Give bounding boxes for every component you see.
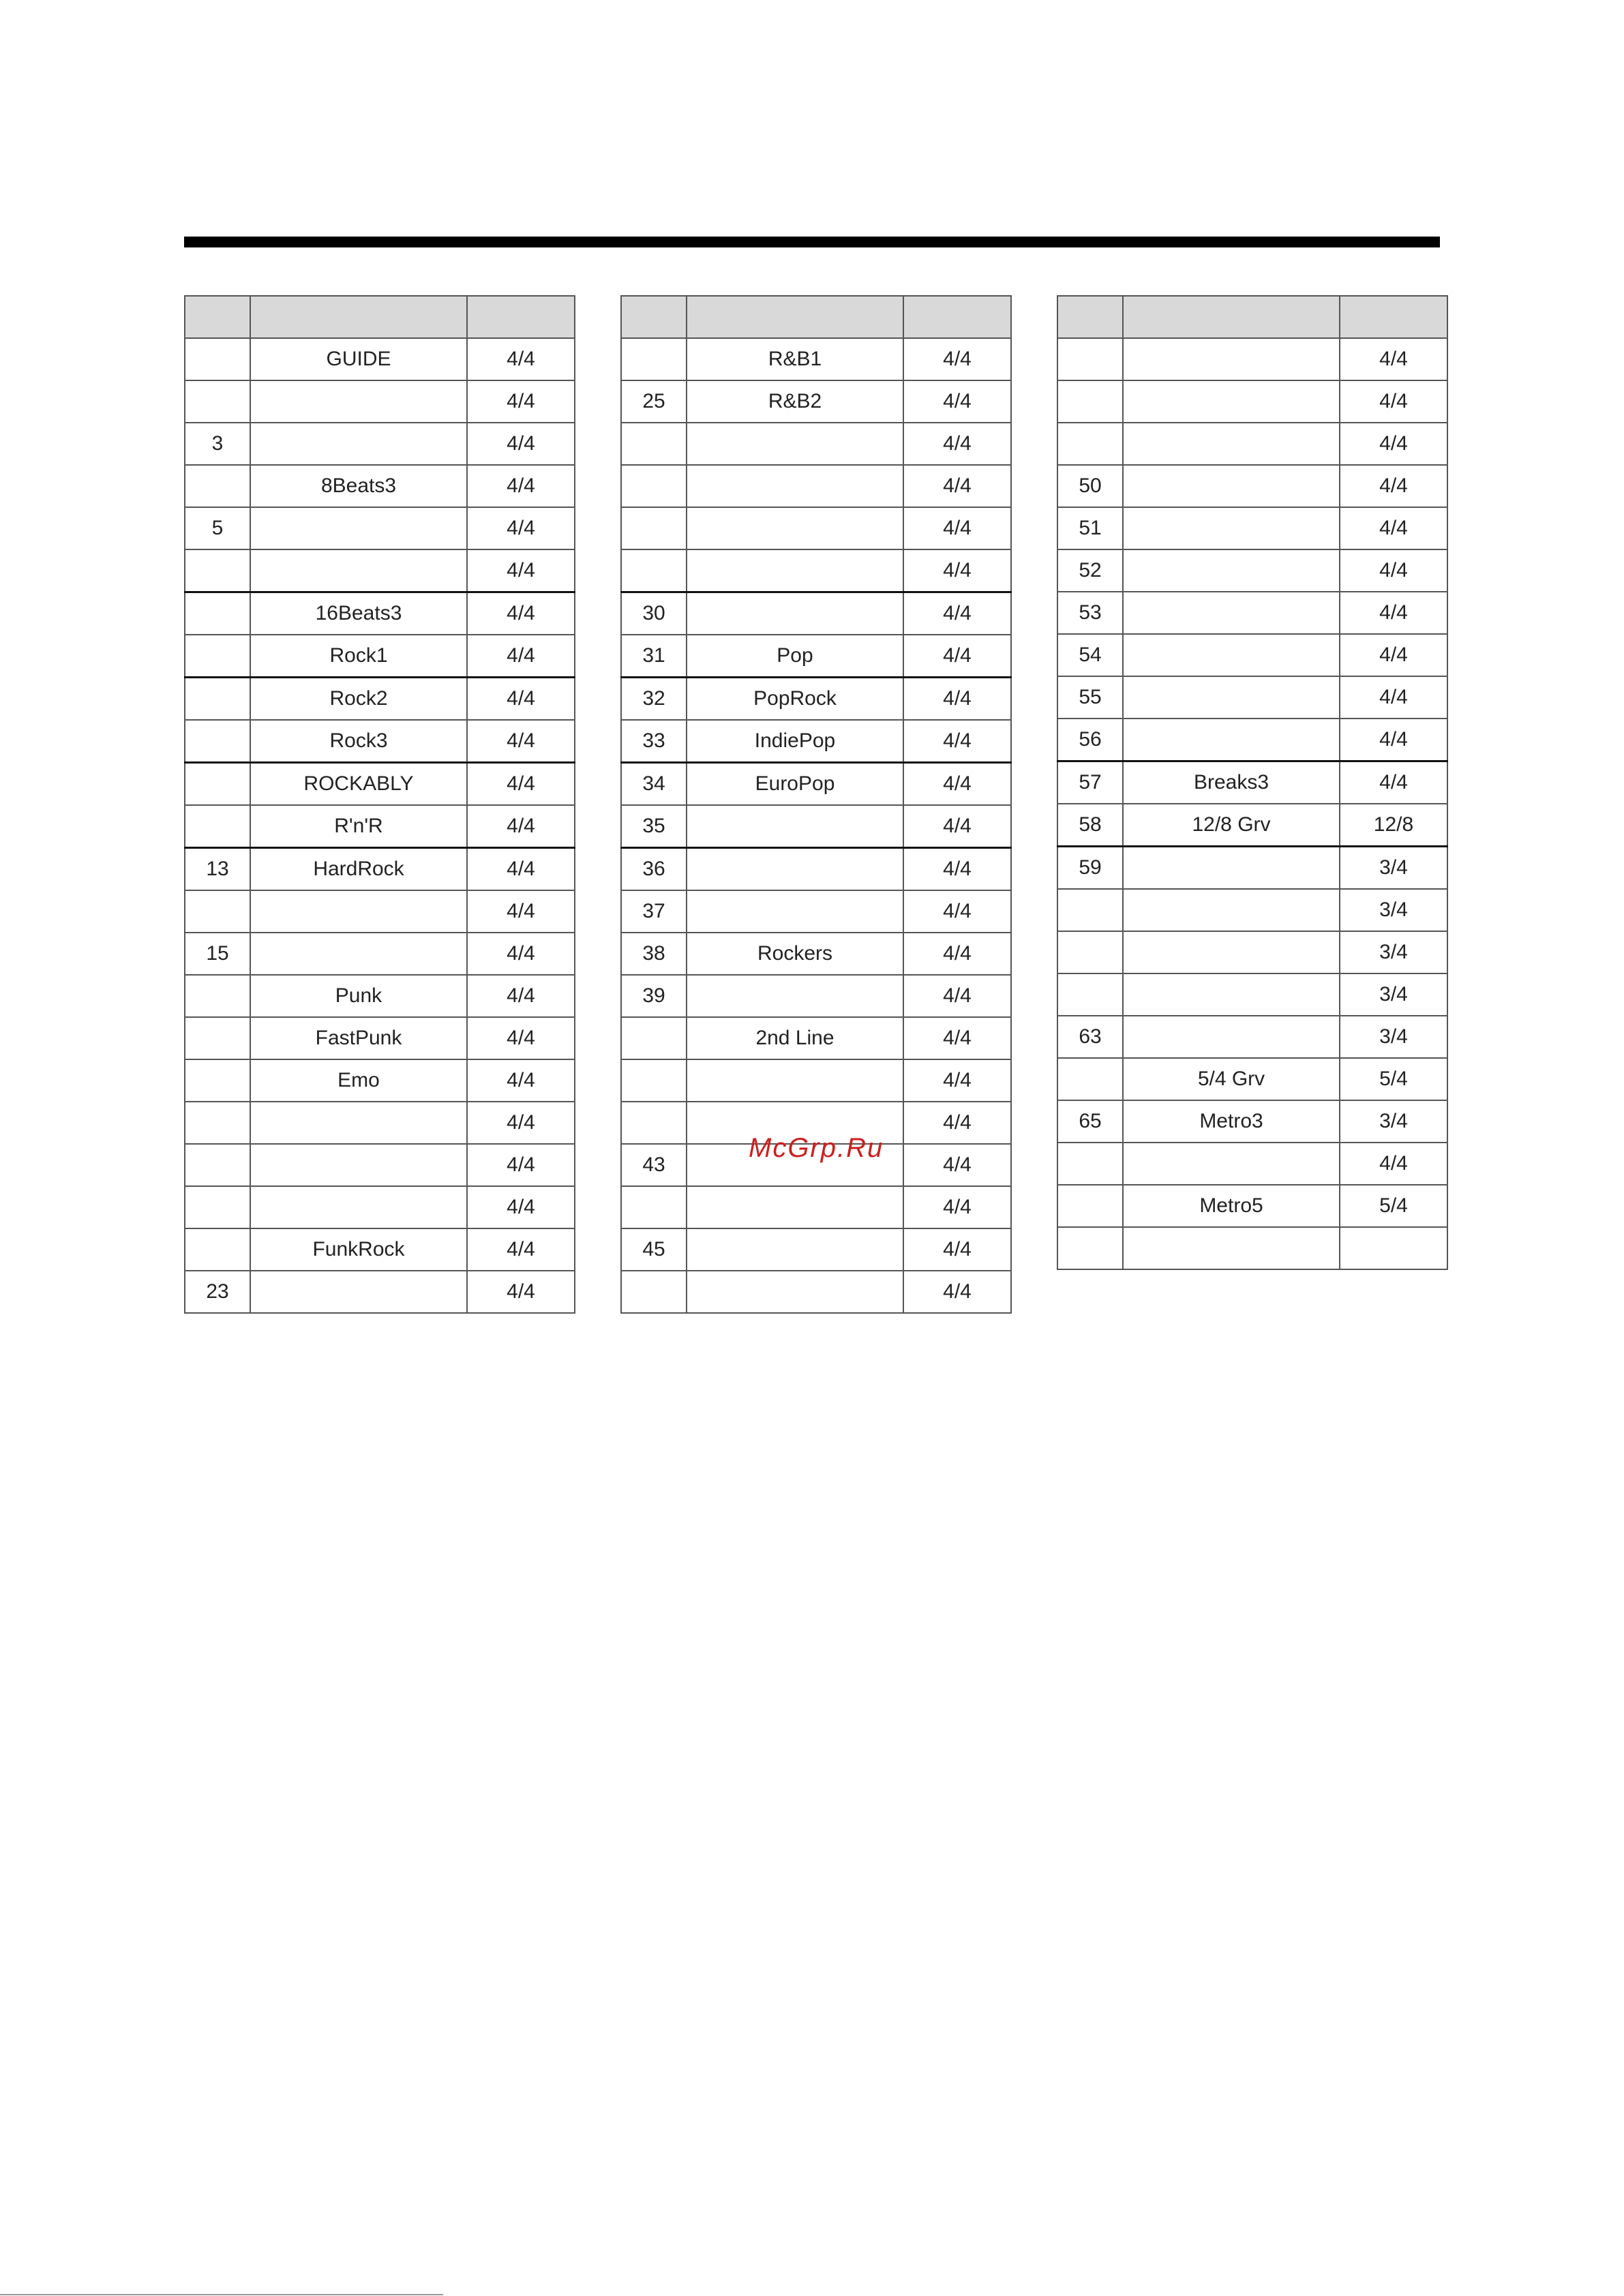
rhythm-number	[621, 1102, 687, 1144]
rhythm-meter: 4/4	[903, 1144, 1011, 1186]
table-row	[621, 549, 1011, 592]
rhythm-number	[1057, 1143, 1123, 1185]
rhythm-number	[185, 1059, 250, 1102]
rhythm-number: 34	[621, 763, 687, 806]
rhythm-number: 43	[621, 1144, 687, 1186]
rhythm-name: R&B2	[687, 380, 903, 423]
rhythm-name: Metro5	[1123, 1185, 1340, 1227]
table-row	[621, 465, 1011, 507]
rhythm-name	[1123, 1227, 1340, 1269]
rhythm-number	[1057, 380, 1123, 423]
rhythm-name: Rock1	[250, 635, 467, 678]
rhythm-meter: 4/4	[467, 1271, 575, 1313]
rhythm-number: 52	[1057, 549, 1123, 592]
rhythm-name: GUIDE	[250, 338, 467, 380]
rhythm-number: 59	[1057, 847, 1123, 890]
rhythm-number	[185, 549, 250, 592]
rhythm-name: EuroPop	[687, 763, 903, 806]
rhythm-meter: 4/4	[467, 805, 575, 848]
table-row	[1057, 761, 1447, 804]
rhythm-meter: 4/4	[467, 549, 575, 592]
rhythm-name	[687, 1228, 903, 1271]
top-rule	[184, 237, 1440, 247]
table-row	[185, 1186, 575, 1228]
table-row	[185, 933, 575, 975]
rhythm-meter: 3/4	[1340, 931, 1447, 973]
rhythm-meter: 4/4	[903, 592, 1011, 635]
rhythm-meter: 3/4	[1340, 973, 1447, 1016]
rhythm-number	[621, 1271, 687, 1313]
table-row	[621, 1271, 1011, 1313]
rhythm-name	[687, 1271, 903, 1313]
rhythm-name	[250, 423, 467, 465]
rhythm-name	[250, 1102, 467, 1144]
rhythm-meter: 4/4	[903, 933, 1011, 975]
rhythm-number: 36	[621, 848, 687, 891]
rhythm-number	[185, 805, 250, 848]
rhythm-meter: 4/4	[467, 338, 575, 380]
rhythm-number: 54	[1057, 634, 1123, 676]
rhythm-meter: 4/4	[467, 507, 575, 549]
rhythm-number	[621, 423, 687, 465]
rhythm-meter: 4/4	[903, 720, 1011, 763]
rhythm-meter: 4/4	[1340, 380, 1447, 423]
table-row	[185, 1228, 575, 1271]
table-row	[185, 1144, 575, 1186]
rhythm-name	[687, 1186, 903, 1228]
rhythm-number	[185, 678, 250, 721]
rhythm-name	[1123, 719, 1340, 761]
rhythm-number	[1057, 423, 1123, 465]
rhythm-name: 8Beats3	[250, 465, 467, 507]
column-header-number	[185, 296, 250, 338]
rhythm-meter: 4/4	[467, 1186, 575, 1228]
table-row	[621, 507, 1011, 549]
rhythm-meter: 4/4	[903, 678, 1011, 721]
rhythm-meter: 4/4	[903, 1228, 1011, 1271]
rhythm-number: 65	[1057, 1100, 1123, 1143]
table-header-row	[185, 296, 575, 338]
rhythm-meter: 4/4	[467, 635, 575, 678]
column-header-meter	[903, 296, 1011, 338]
table-row	[621, 1059, 1011, 1102]
rhythm-number: 15	[185, 933, 250, 975]
table-row	[1057, 507, 1447, 549]
table-row	[185, 423, 575, 465]
rhythm-number	[1057, 338, 1123, 380]
rhythm-meter: 4/4	[1340, 592, 1447, 634]
rhythm-meter: 4/4	[467, 890, 575, 933]
rhythm-name: Punk	[250, 975, 467, 1017]
rhythm-name: ROCKABLY	[250, 763, 467, 806]
rhythm-number	[185, 763, 250, 806]
rhythm-number	[185, 1186, 250, 1228]
rhythm-name	[687, 507, 903, 549]
rhythm-name: FunkRock	[250, 1228, 467, 1271]
rhythm-number: 53	[1057, 592, 1123, 634]
table-row	[185, 720, 575, 763]
rhythm-name: 2nd Line	[687, 1017, 903, 1059]
rhythm-name	[1123, 507, 1340, 549]
rhythm-number	[185, 1017, 250, 1059]
rhythm-name	[250, 1271, 467, 1313]
rhythm-name	[1123, 847, 1340, 890]
rhythm-number	[185, 1102, 250, 1144]
rhythm-name	[250, 380, 467, 423]
rhythm-number	[185, 338, 250, 380]
rhythm-name	[687, 1059, 903, 1102]
rhythm-name	[250, 1186, 467, 1228]
rhythm-meter: 4/4	[467, 848, 575, 891]
rhythm-meter: 4/4	[1340, 634, 1447, 676]
rhythm-meter: 4/4	[903, 549, 1011, 592]
rhythm-meter: 12/8	[1340, 804, 1447, 847]
rhythm-number	[185, 1144, 250, 1186]
rhythm-name	[1123, 973, 1340, 1016]
rhythm-number: 23	[185, 1271, 250, 1313]
rhythm-meter: 4/4	[467, 1059, 575, 1102]
rhythm-name	[1123, 338, 1340, 380]
rhythm-meter: 4/4	[1340, 465, 1447, 507]
table-row	[1057, 1143, 1447, 1185]
rhythm-meter: 4/4	[467, 423, 575, 465]
rhythm-number: 51	[1057, 507, 1123, 549]
rhythm-name	[1123, 889, 1340, 931]
rhythm-meter: 4/4	[1340, 761, 1447, 804]
column-header-name	[687, 296, 903, 338]
table-row	[1057, 1227, 1447, 1269]
table-row	[185, 549, 575, 592]
rhythm-number	[621, 1186, 687, 1228]
rhythm-name: R&B1	[687, 338, 903, 380]
rhythm-meter: 4/4	[467, 933, 575, 975]
rhythm-number: 50	[1057, 465, 1123, 507]
rhythm-number	[1057, 1058, 1123, 1100]
rhythm-meter: 4/4	[903, 1102, 1011, 1144]
rhythm-meter: 4/4	[903, 635, 1011, 678]
rhythm-meter: 4/4	[467, 1102, 575, 1144]
rhythm-number: 32	[621, 678, 687, 721]
table-row	[1057, 380, 1447, 423]
rhythm-number: 31	[621, 635, 687, 678]
rhythm-number: 56	[1057, 719, 1123, 761]
table-row	[185, 635, 575, 678]
table-row	[1057, 1016, 1447, 1058]
rhythm-number	[621, 465, 687, 507]
table-row	[621, 763, 1011, 806]
rhythm-name	[1123, 592, 1340, 634]
rhythm-meter: 4/4	[467, 380, 575, 423]
rhythm-number: 63	[1057, 1016, 1123, 1058]
watermark: McGrp.Ru	[749, 1133, 884, 1163]
table-header-row	[1057, 296, 1447, 338]
table-row	[621, 848, 1011, 891]
rhythm-number: 45	[621, 1228, 687, 1271]
table-row	[621, 1017, 1011, 1059]
column-header-number	[621, 296, 687, 338]
rhythm-number: 5	[185, 507, 250, 549]
rhythm-number: 37	[621, 890, 687, 933]
rhythm-meter: 3/4	[1340, 1100, 1447, 1143]
table-row	[1057, 1058, 1447, 1100]
table-row	[1057, 973, 1447, 1016]
rhythm-number	[185, 592, 250, 635]
rhythm-name	[1123, 549, 1340, 592]
rhythm-number	[185, 1228, 250, 1271]
rhythm-name	[250, 549, 467, 592]
rhythm-number	[185, 465, 250, 507]
rhythm-meter: 4/4	[903, 1271, 1011, 1313]
rhythm-meter: 4/4	[903, 890, 1011, 933]
rhythm-meter: 4/4	[903, 380, 1011, 423]
table-row	[185, 1271, 575, 1313]
rhythm-name	[687, 423, 903, 465]
table-row	[1057, 931, 1447, 973]
rhythm-name	[687, 465, 903, 507]
rhythm-number: 35	[621, 805, 687, 848]
rhythm-number	[621, 507, 687, 549]
table-row	[1057, 889, 1447, 931]
column-header-name	[1123, 296, 1340, 338]
rhythm-meter: 5/4	[1340, 1058, 1447, 1100]
rhythm-number: 30	[621, 592, 687, 635]
rhythm-number	[621, 549, 687, 592]
rhythm-number	[621, 338, 687, 380]
bottom-rule	[0, 2294, 443, 2295]
table-row	[1057, 423, 1447, 465]
rhythm-number	[185, 890, 250, 933]
rhythm-meter: 4/4	[467, 465, 575, 507]
table-row	[185, 1017, 575, 1059]
table-row	[185, 1102, 575, 1144]
table-row	[621, 678, 1011, 721]
table-row	[185, 678, 575, 721]
rhythm-name: 12/8 Grv	[1123, 804, 1340, 847]
rhythm-number	[1057, 1227, 1123, 1269]
table-row	[1057, 465, 1447, 507]
rhythm-number: 58	[1057, 804, 1123, 847]
table-row	[185, 507, 575, 549]
rhythm-meter: 4/4	[1340, 507, 1447, 549]
table-row	[621, 1186, 1011, 1228]
rhythm-name	[250, 1144, 467, 1186]
rhythm-name	[250, 890, 467, 933]
rhythm-number: 13	[185, 848, 250, 891]
rhythm-table-3	[1057, 295, 1448, 1270]
rhythm-name: 5/4 Grv	[1123, 1058, 1340, 1100]
table-row	[621, 338, 1011, 380]
rhythm-number: 39	[621, 975, 687, 1017]
table-row	[621, 933, 1011, 975]
rhythm-name	[687, 592, 903, 635]
table-row	[621, 592, 1011, 635]
rhythm-meter: 5/4	[1340, 1185, 1447, 1227]
rhythm-table-1	[184, 295, 575, 1314]
table-row	[621, 423, 1011, 465]
rhythm-number	[185, 720, 250, 763]
rhythm-name: Rock2	[250, 678, 467, 721]
rhythm-meter: 4/4	[1340, 338, 1447, 380]
column-header-number	[1057, 296, 1123, 338]
rhythm-meter: 4/4	[467, 592, 575, 635]
rhythm-number	[1057, 1185, 1123, 1227]
rhythm-meter: 4/4	[467, 678, 575, 721]
rhythm-name	[1123, 423, 1340, 465]
table-row	[1057, 676, 1447, 719]
rhythm-number	[1057, 931, 1123, 973]
rhythm-meter: 4/4	[1340, 719, 1447, 761]
rhythm-meter	[1340, 1227, 1447, 1269]
rhythm-number: 38	[621, 933, 687, 975]
rhythm-meter: 4/4	[903, 1017, 1011, 1059]
rhythm-meter: 3/4	[1340, 889, 1447, 931]
rhythm-name: 16Beats3	[250, 592, 467, 635]
rhythm-meter: 4/4	[903, 1059, 1011, 1102]
table-row	[185, 805, 575, 848]
rhythm-meter: 4/4	[467, 1144, 575, 1186]
rhythm-name	[1123, 380, 1340, 423]
rhythm-number	[621, 1059, 687, 1102]
table-row	[621, 1228, 1011, 1271]
rhythm-name: Rockers	[687, 933, 903, 975]
rhythm-number	[185, 380, 250, 423]
table-row	[1057, 634, 1447, 676]
table-row	[185, 763, 575, 806]
rhythm-name	[250, 933, 467, 975]
rhythm-meter: 3/4	[1340, 847, 1447, 890]
rhythm-number: 55	[1057, 676, 1123, 719]
column-header-name	[250, 296, 467, 338]
rhythm-name	[1123, 634, 1340, 676]
table-row	[1057, 338, 1447, 380]
rhythm-number	[1057, 889, 1123, 931]
rhythm-meter: 4/4	[903, 338, 1011, 380]
table-row	[1057, 847, 1447, 890]
rhythm-number: 25	[621, 380, 687, 423]
table-row	[185, 1059, 575, 1102]
table-row	[621, 805, 1011, 848]
rhythm-meter: 4/4	[903, 465, 1011, 507]
column-header-meter	[1340, 296, 1447, 338]
table-row	[1057, 592, 1447, 634]
rhythm-name	[687, 848, 903, 891]
table-row	[1057, 1100, 1447, 1143]
rhythm-meter: 4/4	[903, 805, 1011, 848]
table-row	[621, 890, 1011, 933]
rhythm-meter: 4/4	[903, 507, 1011, 549]
table-row	[185, 380, 575, 423]
rhythm-number	[1057, 973, 1123, 1016]
rhythm-name: Emo	[250, 1059, 467, 1102]
rhythm-meter: 4/4	[467, 720, 575, 763]
table-row	[1057, 719, 1447, 761]
table-row	[1057, 1185, 1447, 1227]
table-row	[1057, 804, 1447, 847]
rhythm-name	[1123, 676, 1340, 719]
rhythm-meter: 4/4	[903, 1186, 1011, 1228]
rhythm-number: 33	[621, 720, 687, 763]
rhythm-name	[687, 890, 903, 933]
rhythm-name: R'n'R	[250, 805, 467, 848]
rhythm-number: 57	[1057, 761, 1123, 804]
rhythm-meter: 4/4	[903, 975, 1011, 1017]
table-row	[185, 848, 575, 891]
rhythm-name: FastPunk	[250, 1017, 467, 1059]
rhythm-meter: 4/4	[903, 848, 1011, 891]
rhythm-number	[621, 1017, 687, 1059]
rhythm-name	[687, 975, 903, 1017]
table-header-row	[621, 296, 1011, 338]
rhythm-number	[185, 975, 250, 1017]
rhythm-meter: 4/4	[1340, 549, 1447, 592]
rhythm-meter: 4/4	[1340, 423, 1447, 465]
rhythm-name	[1123, 1016, 1340, 1058]
rhythm-name	[1123, 1143, 1340, 1185]
rhythm-name: IndiePop	[687, 720, 903, 763]
table-row	[621, 380, 1011, 423]
rhythm-number: 3	[185, 423, 250, 465]
rhythm-meter: 4/4	[903, 763, 1011, 806]
column-header-meter	[467, 296, 575, 338]
rhythm-name: Rock3	[250, 720, 467, 763]
rhythm-name	[687, 805, 903, 848]
table-row	[621, 975, 1011, 1017]
table-row	[1057, 549, 1447, 592]
rhythm-meter: 4/4	[467, 763, 575, 806]
rhythm-meter: 4/4	[903, 423, 1011, 465]
rhythm-name: Metro3	[1123, 1100, 1340, 1143]
rhythm-name	[687, 549, 903, 592]
rhythm-meter: 4/4	[467, 975, 575, 1017]
table-row	[621, 720, 1011, 763]
rhythm-meter: 4/4	[467, 1017, 575, 1059]
table-row	[185, 890, 575, 933]
table-row	[185, 465, 575, 507]
rhythm-meter: 4/4	[1340, 1143, 1447, 1185]
table-row	[185, 975, 575, 1017]
table-row	[185, 338, 575, 380]
rhythm-name	[1123, 465, 1340, 507]
rhythm-meter: 3/4	[1340, 1016, 1447, 1058]
rhythm-name: PopRock	[687, 678, 903, 721]
rhythm-meter: 4/4	[467, 1228, 575, 1271]
rhythm-number	[185, 635, 250, 678]
table-row	[621, 635, 1011, 678]
rhythm-meter: 4/4	[1340, 676, 1447, 719]
rhythm-name: Breaks3	[1123, 761, 1340, 804]
table-row	[185, 592, 575, 635]
rhythm-name: Pop	[687, 635, 903, 678]
rhythm-name: HardRock	[250, 848, 467, 891]
rhythm-name	[250, 507, 467, 549]
rhythm-name	[1123, 931, 1340, 973]
